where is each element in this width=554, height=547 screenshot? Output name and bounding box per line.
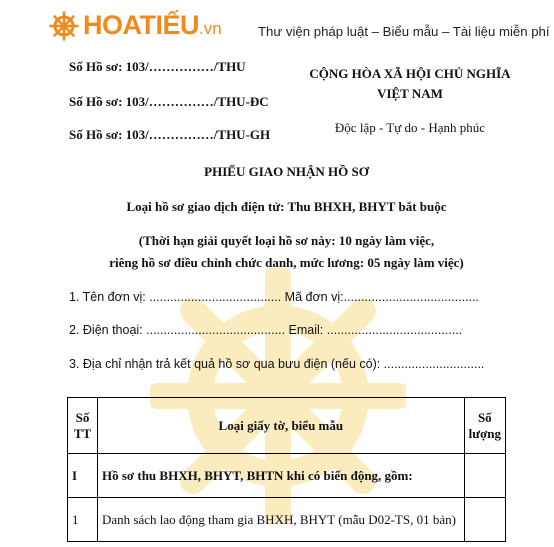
table-row — [68, 454, 506, 498]
document-code-thu-dc: Số Hồ sơ: 103/……………/THU-ĐC — [69, 94, 269, 109]
mailing-address-field: 3. Địa chỉ nhận trả kết quả hồ sơ qua bưu điện (nếu có): ............................. — [69, 357, 485, 371]
national-title-line1: CỘNG HÒA XÃ HỘI CHỦ NGHĨA — [309, 66, 511, 81]
national-title-line2: VIỆT NAM — [377, 86, 443, 101]
header-no-line1: Số — [75, 409, 90, 425]
document-code-thu-gh: Số Hồ sơ: 103/……………/THU-GH — [69, 127, 271, 142]
site-tagline: Thư viện pháp luật – Biểu mẫu – Tài liệu miễn phí — [258, 24, 550, 39]
site-logo[interactable] — [49, 10, 222, 41]
header-no-line2: TT — [73, 425, 92, 441]
header-no — [68, 398, 98, 454]
logo-domain: .vn — [199, 18, 222, 38]
row-no: 1 — [68, 498, 98, 542]
phone-email-field: 2. Điện thoại: ........................................ Email: ....................................... — [69, 323, 463, 337]
table-header-row — [68, 398, 506, 454]
header-qty-line2: lượng — [468, 425, 501, 441]
processing-note-line1: (Thời hạn giải quyết loại hồ sơ này: 10 ngày làm việc, — [138, 233, 435, 248]
row-document-type: Danh sách lao động tham gia BHXH, BHYT (mẫu D02-TS, 01 bản) — [98, 498, 465, 542]
row-quantity — [464, 498, 505, 542]
document-subtitle: Loại hồ sơ giao dịch điện tử: Thu BHXH, BHYT bắt buộc — [126, 199, 447, 214]
document-title: PHIẾU GIAO NHẬN HỒ SƠ — [204, 164, 369, 179]
document-code-thu: Số Hồ sơ: 103/……………/THU — [69, 59, 246, 74]
national-motto: Độc lập - Tự do - Hạnh phúc — [334, 120, 486, 135]
header-quantity — [464, 398, 505, 454]
header-document-type: Loại giấy tờ, biểu mẫu — [98, 398, 465, 454]
row-no: I — [68, 454, 98, 498]
unit-name-field: 1. Tên đơn vị: ...................................... Mã đơn vị:....................................... — [69, 290, 480, 304]
table-row — [68, 498, 506, 542]
row-document-type: Hồ sơ thu BHXH, BHYT, BHTN khi có biến động, gồm: — [98, 454, 465, 498]
processing-note-line2: riêng hồ sơ điều chỉnh chức danh, mức lương: 05 ngày làm việc) — [109, 255, 464, 270]
ship-wheel-icon — [49, 11, 79, 41]
logo-wordmark: HOATIẾU — [83, 10, 199, 40]
documents-table — [67, 397, 506, 542]
site-header — [0, 0, 554, 50]
header-qty-line1: Số — [477, 409, 492, 425]
row-quantity — [464, 454, 505, 498]
